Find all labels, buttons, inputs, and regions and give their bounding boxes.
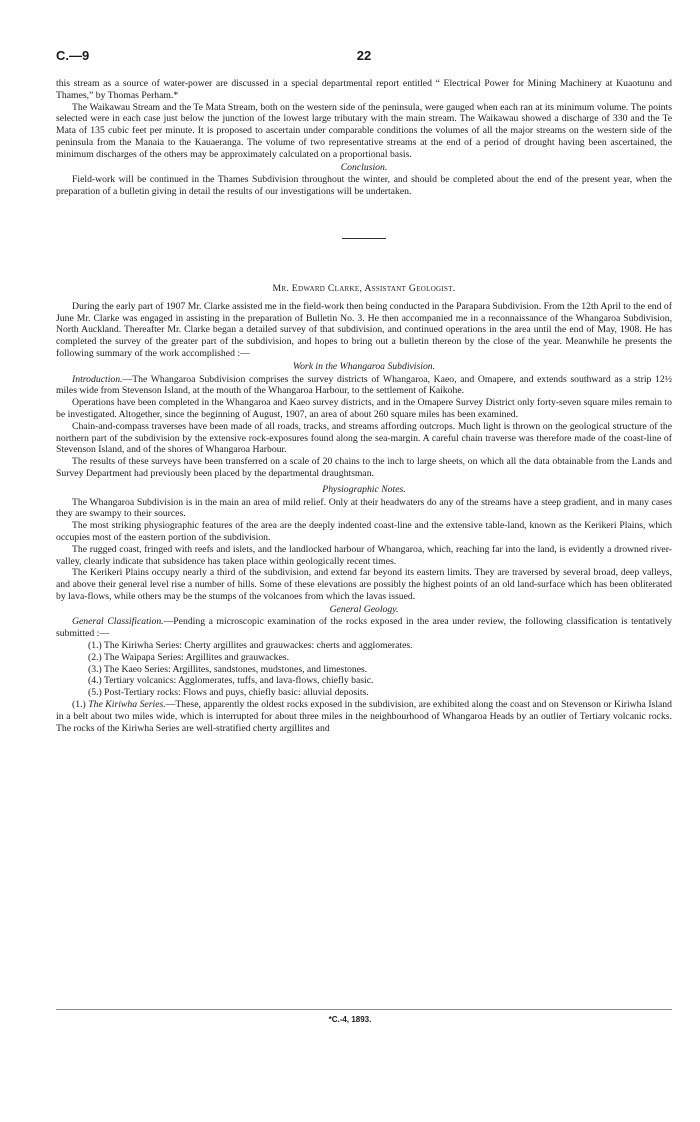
- footnote-divider: [56, 1009, 672, 1010]
- list-item: (5.) Post-Tertiary rocks: Flows and puys, chiefly basic: alluvial deposits.: [88, 687, 369, 699]
- geology-heading: General Geology.: [329, 603, 399, 615]
- kiriwha-label: The Kiriwha Series.: [88, 699, 166, 711]
- paragraph: The Kerikeri Plains occupy nearly a third of the subdivision, and extend far beyond its eastern limits. They are traversed by several broad, deep valleys, and above their general level rise a number of hills. Some of these elevations are possibly the highest points of an old land-surface which has been obliterated by lava-flows, while others may be the stumps of the volcanoes from which the lavas issued.: [56, 567, 672, 602]
- classification-label: General Classification.: [72, 616, 164, 628]
- paragraph: The results of these surveys have been transferred on a scale of 20 chains to the inch to large sheets, on which all the data obtainable from the Lands and Survey Department had previously been placed by the departmental draughtsman.: [56, 456, 672, 479]
- paragraph: Chain-and-compass traverses have been made of all roads, tracks, and streams affording outcrops. Much light is thrown on the geological structure of the northern part of the subdivision by the extensive rock-exposures found along the sea-margin. A careful chain traverse was therefore made of the coast-line of Stevenson Island, and of the shores of Whangaroa Harbour.: [56, 420, 672, 456]
- paragraph: [56, 699, 672, 734]
- classification-list: [56, 640, 672, 699]
- physiographic-heading: Physiographic Notes.: [322, 483, 406, 495]
- list-item: (4.) Tertiary volcanics: Agglomerates, tuffs, and lava-flows, chiefly basic.: [88, 675, 374, 687]
- paragraph: Field-work will be continued in the Thames Subdivision throughout the winter, and should be completed about the end of the present year, when the preparation of a bulletin giving in detail the results of our investigations will be undertaken.: [56, 174, 672, 198]
- paragraph: The most striking physiographic features of the area are the deeply indented coast-line and the extensive table-land, known as the Kerikeri Plains, which occupies most of the eastern portion of the subdivision.: [56, 520, 672, 543]
- body-text: [56, 78, 672, 734]
- list-item: (1.) The Kiriwha Series: Cherty argillites and grauwackes: cherts and agglomerates.: [88, 640, 413, 652]
- paragraph: Operations have been completed in the Whangaroa and Kaeo survey districts, and in the Omapere Survey District only forty-seven square miles remain to be investigated. Altogether, since the beginning of August, 1907, an area of about 260 square miles has been examined.: [56, 397, 672, 420]
- footnote: *C.-4, 1893.: [328, 1015, 372, 1024]
- kiriwha-number: (1.): [72, 699, 86, 711]
- paragraph: During the early part of 1907 Mr. Clarke assisted me in the field-work then being conducted in the Parapara Subdivision. From the 12th April to the end of June Mr. Clarke was engaged in assisting in the preparation of Bulletin No. 3. He then accompanied me in a reconnaissance of the Whangaroa Subdivision, North Auckland. Thereafter Mr. Clarke began a detailed survey of that subdivision, and continued operations in the area until the end of May, 1908. He has completed the survey of the greater part of the subdivision, and hopes to bring out a bulletin thereon by the close of the year. Meanwhile he presents the following summary of the work accomplished :—: [56, 300, 672, 359]
- work-heading: Work in the Whangaroa Subdivision.: [292, 360, 436, 372]
- page-header: [56, 48, 672, 66]
- paragraph: The Whangaroa Subdivision is in the main an area of mild relief. Only at their headwaters do any of the streams have a steep gradient, and in many cases they are swampy to their sources.: [56, 496, 672, 520]
- introduction-label: Introduction.: [72, 373, 123, 385]
- list-item: (3.) The Kaeo Series: Argillites, sandstones, mudstones, and limestones.: [88, 663, 368, 675]
- list-item: (2.) The Waipapa Series: Argillites and grauwackes.: [88, 651, 289, 663]
- paragraph: [56, 616, 672, 640]
- series-number: C.—9: [56, 48, 90, 63]
- paragraph: this stream as a source of water-power are discussed in a special departmental report entitled “ Electrical Power for Mining Machinery at Kuaotunu and Thames,” by Thomas Perham.*: [56, 78, 672, 101]
- page-number: 22: [356, 48, 372, 63]
- paragraph: [56, 374, 672, 398]
- kiriwha-text: —These, apparently the oldest rocks exposed in the subdivision, are exhibited along the coast and on Stevenson or Kiriwha Island in a belt about two miles wide, which is interrupted for about three miles in the neighbourhood of Whangaroa Heads by an outlier of Tertiary volcanic rocks. The rocks of the Kiriwha Series are well-stratified cherty argillites and: [56, 699, 672, 734]
- classification-intro: —Pending a microscopic examination of the rocks exposed in the area under review, the following classification is tentatively submitted :—: [56, 616, 672, 640]
- conclusion-heading: Conclusion.: [340, 161, 388, 173]
- introduction-text: —The Whangaroa Subdivision comprises the survey districts of Whangaroa, Kaeo, and Omapere, and extends southward as a strip 12½ miles wide from Stevenson Island, at the mouth of the Whangaroa Harbour, to the settlement of Kaikohe.: [56, 373, 672, 397]
- paragraph: The rugged coast, fringed with reefs and islets, and the landlocked harbour of Whangaroa, which, reaching far into the land, is evidently a drowned river-valley, clearly indicate that subsidence has taken place within geologically recent times.: [56, 543, 672, 567]
- paragraph: The Waikawau Stream and the Te Mata Stream, both on the western side of the peninsula, were gauged when each ran at its minimum volume. The points selected were in each case just below the junction of the lowest large tributary with the main stream. The Waikawau showed a discharge of 330 and the Te Mata of 135 cubic feet per minute. It is proposed to ascertain under comparable conditions the volumes of all the major streams on the western side of the peninsula from the Manaia to the Kauaeranga. The volume of two representative streams at the end of a period of drought having been ascertained, the minimum discharges of the others may be approximately calculated on a proportional basis.: [56, 101, 672, 160]
- section-title: Mr. Edward Clarke, Assistant Geologist.: [272, 282, 456, 294]
